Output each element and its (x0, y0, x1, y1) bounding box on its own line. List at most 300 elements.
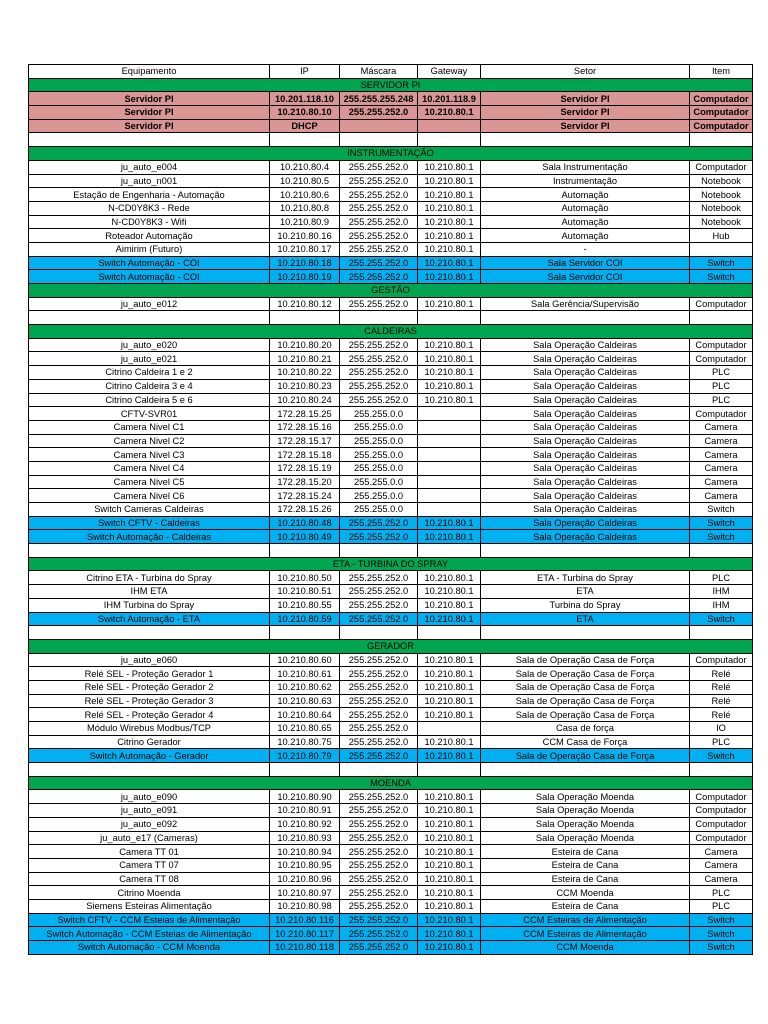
cell-gateway (418, 475, 481, 489)
blank-row (29, 763, 753, 777)
cell-gateway: 10.210.80.1 (418, 913, 481, 927)
cell-mascara: 255.255.252.0 (340, 858, 418, 872)
cell-ip: 10.210.80.17 (270, 242, 340, 256)
cell-mascara: 255.255.252.0 (340, 612, 418, 626)
table-row (29, 722, 753, 736)
cell-setor: Sala Operação Caldeiras (481, 352, 690, 366)
cell-equipamento: ju_auto_e021 (29, 352, 270, 366)
cell-ip: 10.210.80.117 (270, 927, 340, 941)
table-row (29, 407, 753, 421)
cell-ip: 10.210.80.19 (270, 270, 340, 284)
cell-equipamento: ju_auto_e004 (29, 160, 270, 174)
cell-setor: Sala de Operação Casa de Força (481, 694, 690, 708)
switch-row (29, 530, 753, 544)
cell-gateway: 10.201.118.9 (418, 92, 481, 106)
table-row (29, 229, 753, 243)
cell-ip: 172.28.15.17 (270, 434, 340, 448)
empty-cell (340, 544, 418, 558)
empty-cell (270, 311, 340, 325)
cell-setor: CCM Moenda (481, 941, 690, 955)
cell-item: Computador (690, 297, 753, 311)
table-row (29, 680, 753, 694)
cell-item: Switch (690, 749, 753, 763)
cell-mascara: 255.255.252.0 (340, 393, 418, 407)
table-row (29, 653, 753, 667)
cell-ip: 10.210.80.50 (270, 571, 340, 585)
cell-mascara: 255.255.252.0 (340, 708, 418, 722)
cell-setor: Sala Operação Caldeiras (481, 448, 690, 462)
cell-mascara: 255.255.252.0 (340, 201, 418, 215)
cell-mascara: 255.255.252.0 (340, 722, 418, 736)
cell-ip: 10.210.80.48 (270, 516, 340, 530)
header-equipamento: Equipamento (29, 65, 270, 79)
empty-cell (481, 311, 690, 325)
cell-ip: 10.210.80.22 (270, 366, 340, 380)
cell-equipamento: Camera TT 08 (29, 872, 270, 886)
table-row (29, 872, 753, 886)
cell-equipamento: ju_auto_n001 (29, 174, 270, 188)
section-header-row (29, 325, 753, 339)
cell-setor: Automação (481, 215, 690, 229)
cell-setor: Sala Servidor COI (481, 256, 690, 270)
table-row (29, 667, 753, 681)
cell-item: Computador (690, 790, 753, 804)
cell-ip: 172.28.15.19 (270, 461, 340, 475)
cell-setor: Sala Operação Caldeiras (481, 379, 690, 393)
table-row (29, 174, 753, 188)
empty-cell (340, 763, 418, 777)
cell-gateway: 10.210.80.1 (418, 297, 481, 311)
section-title: INSTRUMENTAÇÃO (29, 147, 753, 161)
empty-cell (340, 311, 418, 325)
table-row (29, 352, 753, 366)
cell-gateway: 10.210.80.1 (418, 872, 481, 886)
cell-mascara: 255.255.255.248 (340, 92, 418, 106)
cell-setor: Sala Operação Caldeiras (481, 338, 690, 352)
cell-item: Computador (690, 338, 753, 352)
header-row (29, 65, 753, 79)
cell-mascara: 255.255.252.0 (340, 174, 418, 188)
cell-ip: 172.28.15.24 (270, 489, 340, 503)
cell-ip: 10.210.80.95 (270, 858, 340, 872)
table-row (29, 831, 753, 845)
cell-mascara: 255.255.252.0 (340, 106, 418, 120)
cell-mascara: 255.255.252.0 (340, 886, 418, 900)
cell-mascara: 255.255.252.0 (340, 845, 418, 859)
cell-item: Camera (690, 475, 753, 489)
cell-gateway (418, 503, 481, 517)
cell-equipamento: ju_auto_e090 (29, 790, 270, 804)
cell-equipamento: Roteador Automação (29, 229, 270, 243)
cell-setor: Automação (481, 201, 690, 215)
cell-item: IHM (690, 598, 753, 612)
cell-ip: 10.210.80.79 (270, 749, 340, 763)
cell-setor: Sala Operação Caldeiras (481, 366, 690, 380)
cell-equipamento: Relé SEL - Proteção Gerador 3 (29, 694, 270, 708)
table-row (29, 366, 753, 380)
cell-setor: CCM Casa de Força (481, 735, 690, 749)
cell-equipamento: ju_auto_e17 (Cameras) (29, 831, 270, 845)
cell-setor: Sala de Operação Casa de Força (481, 667, 690, 681)
cell-gateway (418, 119, 481, 133)
cell-equipamento: Camera TT 01 (29, 845, 270, 859)
cell-equipamento: Citrino Gerador (29, 735, 270, 749)
cell-equipamento: Estação de Engenharia - Automação (29, 188, 270, 202)
cell-setor: Sala Operação Caldeiras (481, 420, 690, 434)
cell-ip: 10.210.80.6 (270, 188, 340, 202)
header-setor: Setor (481, 65, 690, 79)
section-header-row (29, 776, 753, 790)
switch-row (29, 612, 753, 626)
empty-cell (481, 133, 690, 147)
cell-setor: Sala Operação Moenda (481, 790, 690, 804)
cell-equipamento: N-CD0Y8K3 - Rede (29, 201, 270, 215)
cell-item: Hub (690, 229, 753, 243)
table-row (29, 571, 753, 585)
blank-row (29, 311, 753, 325)
cell-setor: Sala Operação Moenda (481, 817, 690, 831)
cell-gateway: 10.210.80.1 (418, 941, 481, 955)
empty-cell (29, 626, 270, 640)
cell-equipamento: Camera TT 07 (29, 858, 270, 872)
empty-cell (690, 763, 753, 777)
empty-cell (270, 133, 340, 147)
cell-mascara: 255.255.252.0 (340, 256, 418, 270)
cell-item: PLC (690, 379, 753, 393)
cell-setor: Sala Servidor COI (481, 270, 690, 284)
cell-mascara: 255.255.252.0 (340, 913, 418, 927)
table-row (29, 708, 753, 722)
cell-item: Computador (690, 92, 753, 106)
empty-cell (690, 544, 753, 558)
cell-mascara: 255.255.252.0 (340, 379, 418, 393)
table-row (29, 434, 753, 448)
cell-gateway: 10.210.80.1 (418, 366, 481, 380)
empty-cell (29, 133, 270, 147)
cell-mascara: 255.255.252.0 (340, 585, 418, 599)
cell-setor: CCM Moenda (481, 886, 690, 900)
cell-gateway: 10.210.80.1 (418, 845, 481, 859)
cell-setor: Sala de Operação Casa de Força (481, 680, 690, 694)
cell-equipamento: Servidor PI (29, 119, 270, 133)
cell-item: Computador (690, 653, 753, 667)
cell-ip: 10.210.80.92 (270, 817, 340, 831)
cell-item: PLC (690, 366, 753, 380)
cell-equipamento: Camera Nivel C5 (29, 475, 270, 489)
empty-cell (418, 311, 481, 325)
cell-setor: ETA (481, 585, 690, 599)
cell-equipamento: Camera Nivel C1 (29, 420, 270, 434)
cell-equipamento: Relé SEL - Proteção Gerador 2 (29, 680, 270, 694)
cell-item: Switch (690, 503, 753, 517)
cell-item: Switch (690, 516, 753, 530)
cell-equipamento: Switch Automação - CCM Moenda (29, 941, 270, 955)
cell-ip: 10.210.80.94 (270, 845, 340, 859)
table-row (29, 242, 753, 256)
cell-equipamento: IHM ETA (29, 585, 270, 599)
cell-equipamento: Servidor PI (29, 106, 270, 120)
cell-ip: 10.210.80.24 (270, 393, 340, 407)
cell-mascara: 255.255.252.0 (340, 941, 418, 955)
cell-item: Notebook (690, 174, 753, 188)
cell-mascara: 255.255.0.0 (340, 503, 418, 517)
cell-item: PLC (690, 735, 753, 749)
cell-gateway (418, 489, 481, 503)
cell-ip: 10.210.80.20 (270, 338, 340, 352)
servidor-pi-row (29, 119, 753, 133)
cell-item: Computador (690, 407, 753, 421)
section-title: GERADOR (29, 639, 753, 653)
header-item: Item (690, 65, 753, 79)
cell-item: Computador (690, 817, 753, 831)
cell-setor: Servidor PI (481, 106, 690, 120)
cell-ip: 10.210.80.90 (270, 790, 340, 804)
section-header-row (29, 557, 753, 571)
cell-item: Computador (690, 804, 753, 818)
cell-item: Switch (690, 913, 753, 927)
cell-setor: Automação (481, 229, 690, 243)
cell-mascara: 255.255.252.0 (340, 817, 418, 831)
cell-ip: 10.210.80.59 (270, 612, 340, 626)
cell-setor: Sala Operação Caldeiras (481, 434, 690, 448)
cell-gateway (418, 722, 481, 736)
cell-equipamento: Citrino ETA - Turbina do Spray (29, 571, 270, 585)
cell-ip: 10.210.80.49 (270, 530, 340, 544)
servidor-pi-row (29, 106, 753, 120)
switch-row (29, 516, 753, 530)
cell-setor: ETA - Turbina do Spray (481, 571, 690, 585)
cell-setor: - (481, 242, 690, 256)
cell-ip: 10.210.80.61 (270, 667, 340, 681)
cell-mascara: 255.255.252.0 (340, 229, 418, 243)
cell-mascara: 255.255.252.0 (340, 694, 418, 708)
blank-row (29, 133, 753, 147)
cell-mascara: 255.255.252.0 (340, 680, 418, 694)
cell-setor: Sala Operação Caldeiras (481, 393, 690, 407)
cell-ip: 10.210.80.5 (270, 174, 340, 188)
section-header-row (29, 78, 753, 92)
cell-gateway: 10.210.80.1 (418, 612, 481, 626)
cell-mascara: 255.255.252.0 (340, 749, 418, 763)
cell-mascara: 255.255.252.0 (340, 872, 418, 886)
cell-ip: 10.210.80.93 (270, 831, 340, 845)
cell-gateway (418, 407, 481, 421)
cell-gateway (418, 420, 481, 434)
table-row (29, 379, 753, 393)
cell-mascara: 255.255.252.0 (340, 530, 418, 544)
cell-ip: 10.210.80.91 (270, 804, 340, 818)
blank-row (29, 544, 753, 558)
switch-row (29, 749, 753, 763)
cell-item: Camera (690, 420, 753, 434)
cell-mascara: 255.255.0.0 (340, 420, 418, 434)
cell-ip: 10.210.80.16 (270, 229, 340, 243)
cell-gateway: 10.210.80.1 (418, 393, 481, 407)
header-gateway: Gateway (418, 65, 481, 79)
cell-item: Switch (690, 941, 753, 955)
switch-row (29, 270, 753, 284)
cell-gateway: 10.210.80.1 (418, 270, 481, 284)
cell-mascara: 255.255.252.0 (340, 735, 418, 749)
cell-equipamento: Relé SEL - Proteção Gerador 1 (29, 667, 270, 681)
cell-gateway: 10.210.80.1 (418, 242, 481, 256)
cell-equipamento: Switch Automação - COI (29, 256, 270, 270)
cell-gateway: 10.210.80.1 (418, 667, 481, 681)
cell-item: Camera (690, 461, 753, 475)
cell-mascara: 255.255.252.0 (340, 804, 418, 818)
cell-item: PLC (690, 886, 753, 900)
cell-ip: 10.210.80.51 (270, 585, 340, 599)
cell-equipamento: Citrino Caldeira 1 e 2 (29, 366, 270, 380)
cell-gateway: 10.210.80.1 (418, 530, 481, 544)
cell-ip: 10.201.118.10 (270, 92, 340, 106)
cell-equipamento: Switch CFTV - CCM Esteias de Alimentação (29, 913, 270, 927)
cell-item: Relé (690, 708, 753, 722)
empty-cell (481, 626, 690, 640)
cell-mascara: 255.255.252.0 (340, 927, 418, 941)
table-row (29, 160, 753, 174)
empty-cell (690, 311, 753, 325)
cell-equipamento: Switch Automação - Caldeiras (29, 530, 270, 544)
table-row (29, 886, 753, 900)
cell-ip: 172.28.15.20 (270, 475, 340, 489)
cell-mascara: 255.255.252.0 (340, 366, 418, 380)
cell-mascara (340, 119, 418, 133)
cell-setor: Sala de Operação Casa de Força (481, 708, 690, 722)
empty-cell (418, 626, 481, 640)
table-row (29, 790, 753, 804)
table-row (29, 420, 753, 434)
table-row (29, 393, 753, 407)
table-row (29, 215, 753, 229)
table-row (29, 598, 753, 612)
cell-setor: Servidor PI (481, 92, 690, 106)
cell-gateway: 10.210.80.1 (418, 160, 481, 174)
cell-gateway: 10.210.80.1 (418, 708, 481, 722)
table-row (29, 503, 753, 517)
cell-mascara: 255.255.0.0 (340, 434, 418, 448)
table-row (29, 845, 753, 859)
cell-setor: Sala Operação Caldeiras (481, 489, 690, 503)
cell-item: Computador (690, 831, 753, 845)
cell-equipamento: Aimirim (Futuro) (29, 242, 270, 256)
cell-mascara: 255.255.0.0 (340, 461, 418, 475)
cell-setor: Servidor PI (481, 119, 690, 133)
cell-item: PLC (690, 393, 753, 407)
section-title: SERVIDOR PI (29, 78, 753, 92)
cell-equipamento: Camera Nivel C4 (29, 461, 270, 475)
cell-ip: 10.210.80.9 (270, 215, 340, 229)
cell-gateway: 10.210.80.1 (418, 927, 481, 941)
cell-ip: 10.210.80.96 (270, 872, 340, 886)
empty-cell (340, 626, 418, 640)
cell-gateway: 10.210.80.1 (418, 215, 481, 229)
cell-ip: 10.210.80.60 (270, 653, 340, 667)
cell-ip: 172.28.15.18 (270, 448, 340, 462)
switch-row (29, 256, 753, 270)
cell-gateway (418, 461, 481, 475)
cell-setor: Sala de Operação Casa de Força (481, 653, 690, 667)
blank-row (29, 626, 753, 640)
cell-gateway: 10.210.80.1 (418, 858, 481, 872)
cell-item: Switch (690, 927, 753, 941)
table-row (29, 461, 753, 475)
table-row (29, 338, 753, 352)
cell-ip: 10.210.80.97 (270, 886, 340, 900)
cell-gateway: 10.210.80.1 (418, 571, 481, 585)
cell-ip: 172.28.15.26 (270, 503, 340, 517)
cell-mascara: 255.255.252.0 (340, 160, 418, 174)
cell-equipamento: Módulo Wirebus Modbus/TCP (29, 722, 270, 736)
cell-mascara: 255.255.252.0 (340, 598, 418, 612)
cell-item: PLC (690, 899, 753, 913)
cell-item (690, 242, 753, 256)
cell-equipamento: Switch Automação - CCM Esteias de Alimentação (29, 927, 270, 941)
table-row (29, 694, 753, 708)
section-title: MOENDA (29, 776, 753, 790)
cell-equipamento: CFTV-SVR01 (29, 407, 270, 421)
cell-equipamento: ju_auto_e092 (29, 817, 270, 831)
cell-item: Camera (690, 434, 753, 448)
cell-item: Notebook (690, 188, 753, 202)
cell-ip: 10.210.80.65 (270, 722, 340, 736)
table-row (29, 475, 753, 489)
table-row (29, 201, 753, 215)
cell-gateway: 10.210.80.1 (418, 229, 481, 243)
cell-ip: 10.210.80.75 (270, 735, 340, 749)
empty-cell (29, 311, 270, 325)
cell-item: Relé (690, 680, 753, 694)
cell-setor: Sala Gerência/Supervisão (481, 297, 690, 311)
cell-setor: Sala Operação Caldeiras (481, 407, 690, 421)
cell-ip: 172.28.15.16 (270, 420, 340, 434)
cell-setor: Esteira de Cana (481, 872, 690, 886)
cell-ip: 10.210.80.10 (270, 106, 340, 120)
empty-cell (270, 763, 340, 777)
cell-setor: Sala Operação Moenda (481, 831, 690, 845)
cell-equipamento: Citrino Moenda (29, 886, 270, 900)
cell-item: Camera (690, 845, 753, 859)
empty-cell (29, 763, 270, 777)
cell-setor: Esteira de Cana (481, 899, 690, 913)
cell-item: Notebook (690, 201, 753, 215)
cell-equipamento: Switch CFTV - Caldeiras (29, 516, 270, 530)
cell-equipamento: Citrino Caldeira 3 e 4 (29, 379, 270, 393)
cell-setor: ETA (481, 612, 690, 626)
cell-setor: Sala Operação Caldeiras (481, 516, 690, 530)
cell-gateway: 10.210.80.1 (418, 790, 481, 804)
cell-item: Computador (690, 119, 753, 133)
cell-gateway: 10.210.80.1 (418, 352, 481, 366)
cell-item: Switch (690, 256, 753, 270)
cell-equipamento: N-CD0Y8K3 - Wifi (29, 215, 270, 229)
cell-equipamento: Siemens Esteiras Alimentação (29, 899, 270, 913)
section-header-row (29, 147, 753, 161)
cell-ip: 10.210.80.4 (270, 160, 340, 174)
switch-row (29, 927, 753, 941)
cell-gateway: 10.210.80.1 (418, 735, 481, 749)
table-row (29, 899, 753, 913)
cell-setor: Casa de força (481, 722, 690, 736)
cell-equipamento: Switch Automação - Gerador (29, 749, 270, 763)
cell-gateway: 10.210.80.1 (418, 379, 481, 393)
cell-ip: 10.210.80.55 (270, 598, 340, 612)
cell-ip: 10.210.80.62 (270, 680, 340, 694)
cell-item: Switch (690, 530, 753, 544)
cell-item: Computador (690, 352, 753, 366)
empty-cell (270, 626, 340, 640)
table-body (29, 78, 753, 954)
